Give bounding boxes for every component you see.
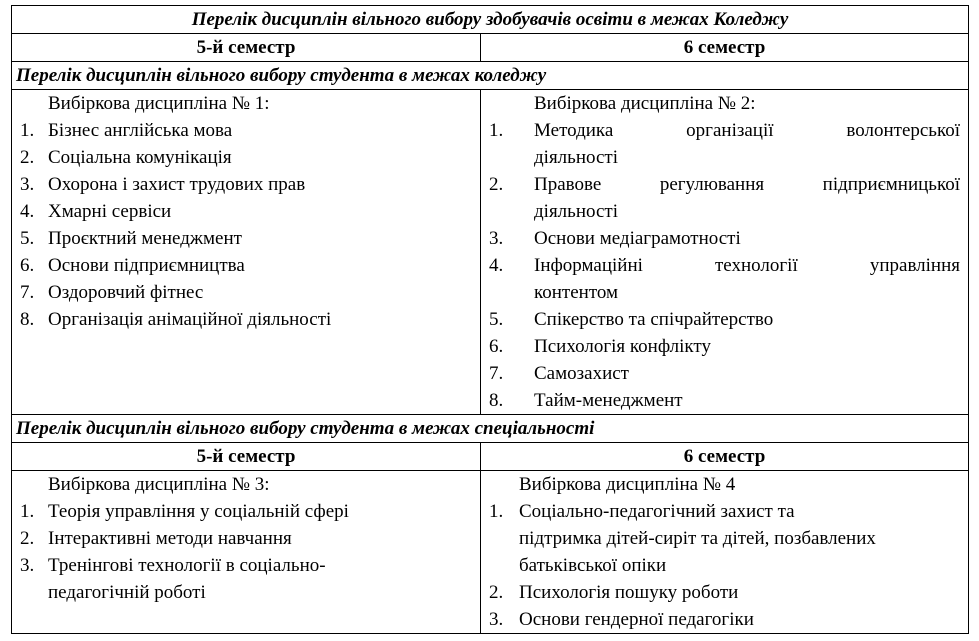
section-college-heading: Перелік дисциплін вільного вибору студента в межах коледжу	[12, 62, 969, 90]
elective-1-list	[20, 117, 480, 333]
list-item: 2. Психологія пошуку роботи	[489, 582, 739, 603]
elective-2-list	[489, 117, 960, 414]
list-item: 3. Тренінгові технології в соціально- педагогічній роботі	[20, 555, 326, 603]
college-semester-5-cell	[12, 90, 481, 415]
elective-1-heading: Вибіркова дисципліна № 1:	[48, 93, 270, 114]
list-item: 6. Основи підприємництва	[20, 255, 245, 276]
elective-3-heading: Вибіркова дисципліна № 3:	[48, 474, 270, 495]
list-item: 1. Соціально-педагогічний захист та підтримка дітей-сиріт та дітей, позбавлених батьківської опіки	[489, 501, 876, 576]
elective-4-heading: Вибіркова дисципліна № 4	[519, 474, 736, 495]
semester-5-header-2: 5-й семестр	[12, 443, 481, 471]
list-item: 7. Оздоровчий фітнес	[20, 282, 204, 303]
list-item: 2. Інтерактивні методи навчання	[20, 528, 292, 549]
list-item: 1. Бізнес англійська мова	[20, 120, 233, 141]
list-item: 3. Основи гендерної педагогіки	[489, 609, 754, 630]
semester-5-header: 5-й семестр	[12, 34, 481, 62]
disciplines-table	[11, 5, 969, 634]
semester-6-header: 6 семестр	[481, 34, 969, 62]
list-item: 2. Соціальна комунікація	[20, 147, 232, 168]
list-item: 1. Теорія управління у соціальній сфері	[20, 501, 349, 522]
section-specialty-heading: Перелік дисциплін вільного вибору студента в межах спеціальності	[12, 415, 969, 443]
college-semester-6-cell	[481, 90, 969, 415]
semester-6-header-2: 6 семестр	[481, 443, 969, 471]
elective-3-list	[20, 498, 480, 606]
elective-2-heading: Вибіркова дисципліна № 2:	[534, 93, 756, 114]
list-item: 8. Організація анімаційної діяльності	[20, 309, 332, 330]
elective-4-list	[489, 498, 960, 633]
list-item: 2. Правове регулювання підприємницької діяльності	[489, 174, 961, 222]
list-item: 6. Психологія конфлікту	[489, 336, 711, 357]
list-item: 4. Хмарні сервіси	[20, 201, 172, 222]
list-item: 3. Основи медіаграмотності	[489, 228, 741, 249]
list-item: 8. Тайм-менеджмент	[489, 390, 683, 411]
list-item: 1. Методика організації волонтерської діяльності	[489, 120, 961, 168]
list-item: 7. Самозахист	[489, 363, 629, 384]
list-item: 3. Охорона і захист трудових прав	[20, 174, 306, 195]
list-item: 4. Інформаційні технології управління контентом	[489, 255, 961, 303]
specialty-semester-6-cell	[481, 471, 969, 634]
specialty-semester-5-cell	[12, 471, 481, 634]
list-item: 5. Спікерство та спічрайтерство	[489, 309, 774, 330]
list-item: 5. Проєктний менеджмент	[20, 228, 242, 249]
table-title: Перелік дисциплін вільного вибору здобувачів освіти в межах Коледжу	[12, 6, 969, 34]
